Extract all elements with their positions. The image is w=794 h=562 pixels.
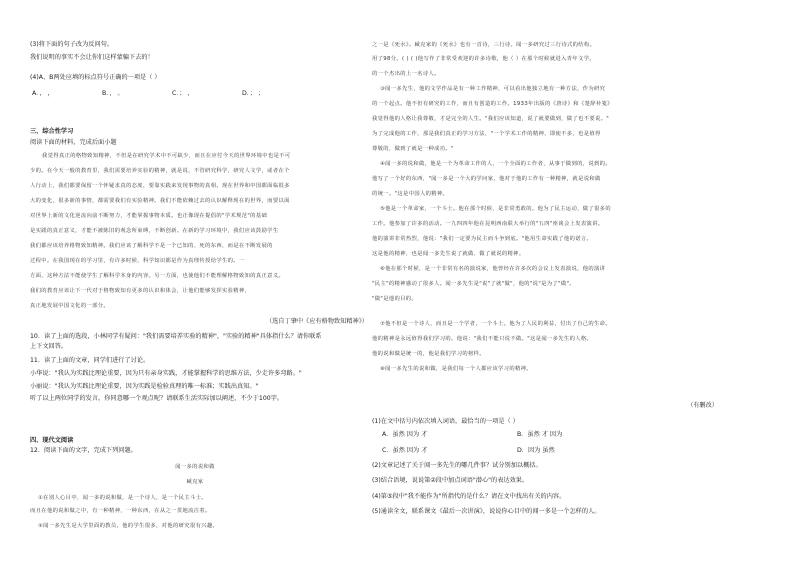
section3-prompt: 阅读下面的材料，完成后面小题 [30, 139, 117, 146]
question-rewrite: (3)将下面的句子改为反问句。 [30, 41, 114, 48]
article-line: 工作。他参加了许多的活动。一九四四年他在昆明西南联大举行的"五四"座谈会上发表演讲。 [372, 221, 604, 227]
article-line: 他的演讲非常热烈，他说："我们一定要为民主而斗争到底。"他用生命实践了他的诺言。 [372, 236, 593, 242]
article-line: 这是他的精神，也是闻一多先生说了就做、做了就说的精神。 [372, 251, 525, 257]
section4-title: 四、现代文阅读 [30, 437, 74, 444]
answer-option-b: B．虽然 才 因为 [517, 431, 563, 438]
article-line: ④闻一多的说和做，他是一个为革命工作的人，一个全面的工作者，从事于做到的，说到的。 [380, 161, 611, 167]
question-10: 10．读了上面的选段，小林同学有疑问："我们需要培养实验的精神"，"实验的精神"具体指什么？请你联系 [30, 333, 322, 340]
punct-option-b: B．， 。 [102, 90, 124, 97]
question-12-1: (1)在文中括号内依次填入词语，最恰当的一项是（ ） [372, 418, 519, 425]
right-column [372, 0, 724, 562]
article-line: 我觉得他的人格让我尊敬，才是完全的人生。"我们应该知道，说了就要做到，做了也不要说。" [372, 116, 610, 122]
passage-line: 我觉得真正的格物致知精神，不但是在研究学术中不可缺少，而且在应付今天的世界环境中也是不可 [42, 153, 291, 159]
article-line: 的统一。"这是中国人的精神。 [372, 191, 449, 197]
answer-option-d: D．因为 虽然 [517, 447, 555, 454]
passage-line: 真正地发展中国文化的一部分。 [30, 303, 110, 309]
question-11-opinion-a: 小华说："我认为实践比理论重要，因为只有亲身实践，才能掌握科学的思维方法，少走许多弯路。" [30, 370, 302, 377]
punct-option-c: C．； ， [172, 90, 194, 97]
passage-line: 我们的教育应该让下一代对于格物致知有更多的认识和体会，让他们能够发挥实验精神， [30, 288, 251, 294]
section3-title: 三、综合性学习 [30, 128, 74, 135]
article-line: ③闻一多先生，他的文学作品是有一种工作精神，可以看出他独立地有一种方法，作为研究 [380, 86, 606, 92]
article-line: ⑧闻一多先生的说和做，是我们每一个人都应该学习的精神。 [380, 366, 532, 372]
article-author: 臧克家 [186, 479, 204, 485]
article-line: 之一是《死水》。臧克家的《死水》也有一首诗，三行诗。闻一多研究过三行诗式的结构。 [372, 42, 596, 48]
article-line: ⑤他是一个革命家，一个斗士。他在那个时候，是非常勇敢的。他为了民主运动，做了很多的 [380, 206, 611, 212]
article-paragraph: 而且在他的说和做之中，有一种精神，一种东西，在从之一贯地流注着。 [30, 508, 211, 514]
question-11-task: 听了以上两位同学的发言，你同意哪一个观点呢？请联系生活实际加以阐述，不少于100字。 [30, 395, 284, 402]
left-column [30, 0, 372, 562]
article-line: 尊敬的，做到了就是一种成功。" [372, 146, 454, 152]
answer-option-c: C．虽然 因为 才 [382, 447, 428, 454]
article-line: "做"是他的目的。 [372, 296, 418, 302]
passage-line: 方面，这种方法不能使学生了解科学本身的内容。另一方面，也使他们不能理解格物致知的真正意义。 [30, 273, 285, 279]
passage-line: 对世界上新的文化逆流向前不断努力，才能掌握事物本质。也正像现在提倡的"学术规范"的基础 [30, 213, 268, 219]
passage-source: （选自丁肇中《应有格物致知精神》） [265, 318, 368, 325]
question-10-cont: 上下文回答。 [30, 343, 68, 350]
punct-option-d: D．； ； [242, 90, 265, 97]
question-11-opinion-b: 小丽说："我认为实践比理论重要，因为实践是检验真理的唯一标准；实践出真知。" [30, 383, 259, 390]
article-line: 为了完成他的工作，那是我们真正的学习方法，"一个学术工作的精神，即使不多，也是值得 [372, 131, 601, 137]
passage-line: 大的变化，很多新的事情，都需要我们有实验精神。我们不能依赖过去的认识解释现在的世界，而要以面 [30, 198, 290, 204]
question-12-3: (3)结合语境，说说第②段中加点词语"潜心"的表达效果。 [372, 477, 529, 484]
article-line: 他的说和做是统一的，他是我们学习的榜样。 [372, 351, 485, 357]
article-line: 的一个起点。他不但有研究的工作，而且有创造的工作。1933年出版的《唐诗》和《楚辞补笺》 [372, 101, 613, 107]
article-line: ⑦他不但是一个诗人，而且是一个学者，一个斗士。他为了人民的利益，付出了自己的生命。 [380, 321, 611, 327]
article-title: 闻一多的说和做 [175, 464, 215, 470]
passage-line: 人行动上，我们都要保留一个怀疑求真的态度，要靠实践来发现事物的真相。现在世界和中国都面临很多 [30, 183, 290, 189]
punct-option-a: A．， ， [32, 90, 54, 97]
passage-line: 少的。在今天一般的教育里，我们需要培养实验的精神，就是说，不管研究科学，研究人文学，或者在个 [30, 168, 290, 174]
question-punctuation: (4)A、B两处应填的标点符号正确的一项是（ ） [30, 74, 161, 81]
question-11: 11．读了上面的文章，同学们进行了讨论。 [30, 357, 150, 364]
article-line: ⑥他在那个时候，是一个非常有名的演说家，他曾经在许多次的会议上发表演说，他的演讲 [380, 266, 606, 272]
question-12-4: (4)第⑤段中"我不能作为"所指代的是什么？请在文中找出有关的内容。 [372, 493, 566, 500]
passage-line: 我们都应该培养格物致知精神。我们应该了解科学不是一个已知的、死的东西，而是在不断发展的 [30, 243, 273, 249]
article-line: "民主"的精神感动了很多人。闻一多先生是"说"了就"做"，他的"说"是为了"做"。 [372, 281, 575, 287]
article-source: （有删改） [687, 402, 718, 409]
question-rewrite-sentence: 我们说明的事实不会让你们这样蒙骗下去的！ [30, 54, 154, 61]
passage-line: 是实践的真正意义，才能不被陈旧的观念所束缚，不断创新。在新的学习环境中，我们应该鼓励学生 [30, 228, 279, 234]
article-line: 他的精神是永远值得我们学习的。他说："我们不能只说不做。"这是闻一多先生的人格。 [372, 336, 593, 342]
article-paragraph: ①在别人心目中，闻一多的说和做，是一个诗人，是一个民主斗士。 [38, 495, 207, 501]
article-paragraph: ②闻一多先生是大学里面的教员，他的学生很多，对他的研究很有兴趣。 [38, 523, 219, 529]
question-12-2: (2)文章记述了关于闻一多先生的哪几件事？试分别加以概括。 [372, 462, 542, 469]
question-12: 12．阅读下面的文字，完成下列问题。 [30, 447, 137, 454]
article-line: 他写了一个好的东西，"闻一多是一个大的学问家，他对于他的工作有一种精神，就是说和做 [372, 176, 601, 182]
article-line: 用了98分。( ) ( )他写作了非常受欢迎的许多诗歌，他（ ）在那个时候就进入青年文学。 [372, 56, 595, 62]
answer-option-a: A．虽然 因为 才 [382, 431, 428, 438]
article-line: 的一个杰出的上一名诗人。 [372, 71, 440, 77]
passage-line: 过程中。在我国现在的学习里，有许多时候，科学知识都是作为真理传授给学生的。一 [30, 258, 245, 264]
question-12-5: (5)通读全文，联系课文《最后一次讲演》，说说你心目中的闻一多是一个怎样的人。 [372, 508, 601, 515]
